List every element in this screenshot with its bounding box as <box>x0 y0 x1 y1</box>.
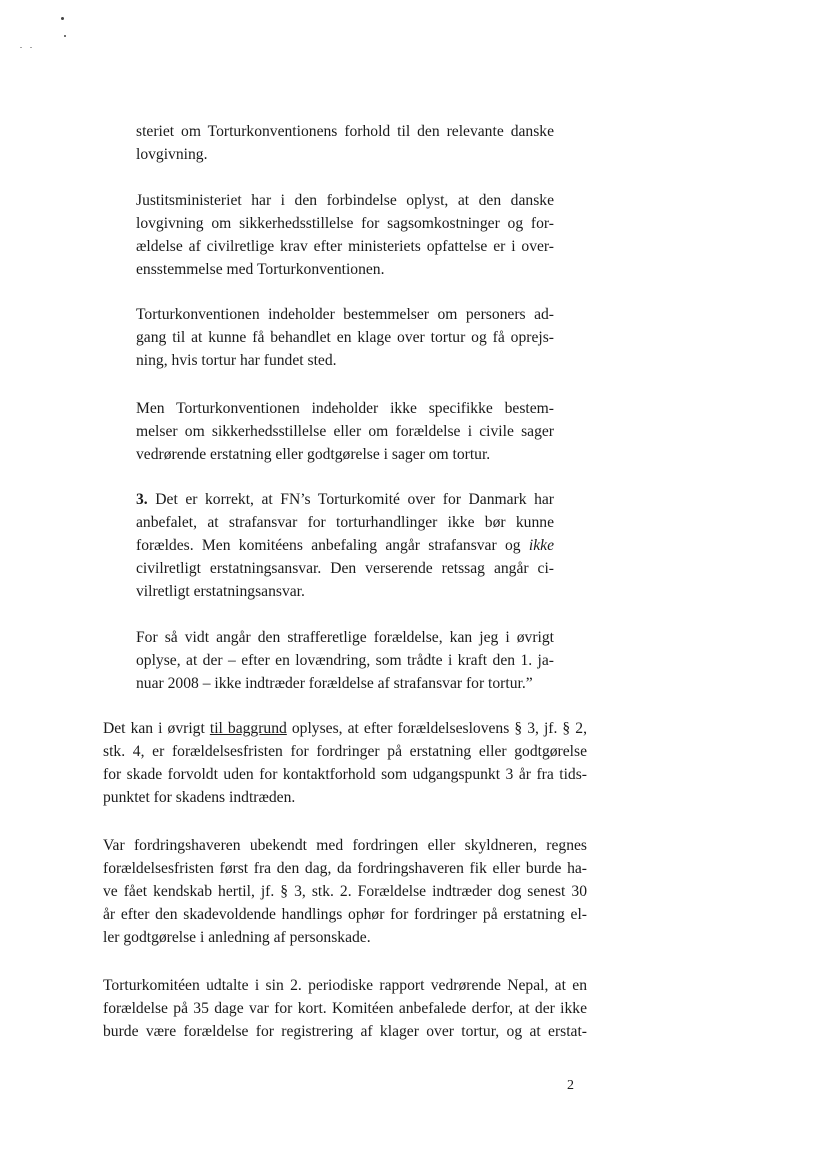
text-line: ler godtgørelse i anledning af personskade. <box>103 929 371 946</box>
text-line: Justitsministeriet har i den forbindelse oplyst, at den danske <box>136 192 554 209</box>
text-line <box>103 717 587 740</box>
text-line: melser om sikkerhedsstillelse eller om forældelse i civile sager <box>136 423 554 440</box>
text-line: For så vidt angår den strafferetlige forældelse, kan jeg i øvrigt <box>136 629 554 646</box>
text-span: forældes. Men komitéens anbefaling angår strafansvar og <box>136 537 529 554</box>
text-line: ældelse af civilretlige krav efter ministeriets opfattelse er i over- <box>136 238 554 255</box>
text-line: lovgivning. <box>136 146 208 163</box>
text-line: vedrørende erstatning eller godtgørelse i sager om tortur. <box>136 446 491 463</box>
section-number: 3. <box>136 491 148 508</box>
quote-paragraph-2 <box>136 189 554 281</box>
text-line: Torturkonventionen indeholder bestemmelser om personers ad- <box>136 306 554 323</box>
quote-paragraph-3 <box>136 303 554 372</box>
text-line: Torturkomitéen udtalte i sin 2. periodiske rapport vedrørende Nepal, at en <box>103 977 587 994</box>
scan-speck <box>30 47 32 48</box>
scan-speck <box>20 47 22 48</box>
emphasis: ikke <box>528 537 554 554</box>
text-line: stk. 4, er forældelsesfristen for fordringer på erstatning eller godtgørelse <box>103 743 587 760</box>
paragraph-9 <box>103 974 587 1043</box>
text-line: ning, hvis tortur har fundet sted. <box>136 352 337 369</box>
text-line: steriet om Torturkonventionens forhold til den relevante danske <box>136 123 554 140</box>
text-line: vilretligt erstatningsansvar. <box>136 583 305 600</box>
text-line: for skade forvoldt uden for kontaktforhold som udgangspunkt 3 år fra tids- <box>103 766 587 783</box>
text-span: Det kan i øvrigt <box>103 720 210 737</box>
text-line <box>136 488 554 511</box>
text-line: lovgivning om sikkerhedsstillelse for sagsomkostninger og for- <box>136 215 554 232</box>
text-line: ve fået kendskab hertil, jf. § 3, stk. 2. Forældelse indtræder dog senest 30 <box>103 883 587 900</box>
text-line: oplyse, at der – efter en lovændring, som trådte i kraft den 1. ja- <box>136 652 554 669</box>
underlined-text: til baggrund <box>209 720 287 737</box>
quote-paragraph-6 <box>136 626 554 695</box>
text-line: burde være forældelse for registrering af klager over tortur, og at erstat- <box>103 1023 587 1040</box>
scan-speck <box>61 17 64 20</box>
text-line: anbefalet, at strafansvar for torturhandlinger ikke bør kunne <box>136 514 554 531</box>
text-line: gang til at kunne få behandlet en klage over tortur og få oprejs- <box>136 329 554 346</box>
quote-paragraph-1 <box>136 120 554 166</box>
text-line: forældelsesfristen først fra den dag, da fordringshaveren fik eller burde ha- <box>103 860 587 877</box>
text-line: år efter den skadevoldende handlings ophør for fordringer på erstatning el- <box>103 906 587 923</box>
quote-paragraph-5 <box>136 488 554 603</box>
text-line: ensstemmelse med Torturkonventionen. <box>136 261 385 278</box>
text-line: Var fordringshaveren ubekendt med fordringen eller skyldneren, regnes <box>103 837 587 854</box>
text-line: nuar 2008 – ikke indtræder forældelse af strafansvar for tortur.” <box>136 675 533 692</box>
text-span: oplyses, at efter forældelseslovens § 3, jf. § 2, <box>286 720 587 737</box>
text-line: punktet for skadens indtræden. <box>103 789 296 806</box>
text-line: civilretligt erstatningsansvar. Den verserende retssag angår ci- <box>136 560 554 577</box>
paragraph-8 <box>103 834 587 949</box>
text-span: Det er korrekt, at FN’s Torturkomité over for Danmark har <box>147 491 554 508</box>
page-number: 2 <box>567 1078 574 1093</box>
scan-speck <box>64 35 66 37</box>
quote-paragraph-4 <box>136 397 554 466</box>
paragraph-7 <box>103 717 587 809</box>
text-line: forældelse på 35 dage var for kort. Komitéen anbefalede derfor, at der ikke <box>103 1000 587 1017</box>
text-line <box>136 534 554 557</box>
text-line: Men Torturkonventionen indeholder ikke specifikke bestem- <box>136 400 554 417</box>
